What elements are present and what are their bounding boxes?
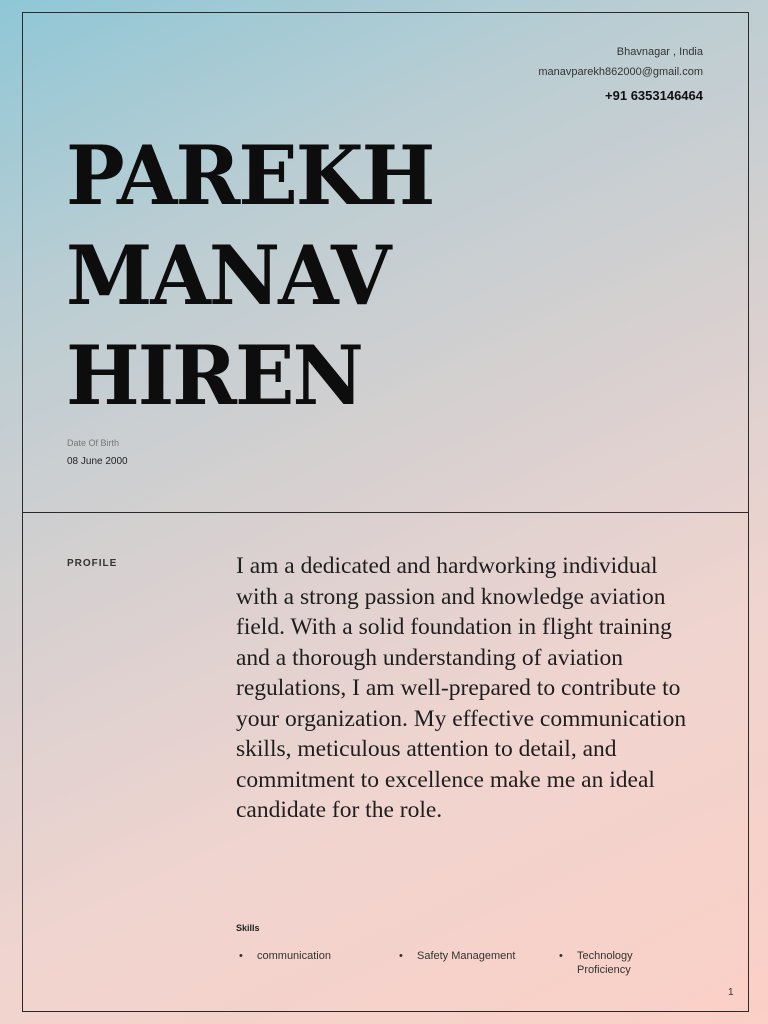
contact-block [538,42,703,106]
date-of-birth-block [67,436,128,470]
skill-label: communication [257,950,331,962]
skill-item [237,949,331,963]
page-number: 1 [728,987,734,998]
full-name [66,124,433,424]
profile-paragraph: I am a dedicated and hardworking individual with a strong passion and knowledge aviation field. With a solid foundation in flight training and a thorough understanding of aviation regulations, I am well-prepared to contribute to your organization. My effective communication skills, meticulous attention to detail, and commitment to excellence make me an ideal candidate for the role. [236,553,687,823]
email-text: manavparekh862000@gmail.com [538,66,703,78]
phone-text: +91 6353146464 [605,88,703,103]
name-line-2: MANAV [66,228,390,324]
skill-label: Safety Management [417,950,516,962]
section-divider [22,512,749,513]
location-text: Bhavnagar , India [616,46,703,58]
bullet-icon: • [399,950,403,962]
bullet-icon: • [559,950,563,962]
dob-label: Date Of Birth [67,438,120,448]
skill-item [557,949,667,977]
skill-item [397,949,515,963]
bullet-icon: • [239,950,243,962]
dob-value: 08 June 2000 [67,456,128,467]
skills-heading: Skills [236,923,260,933]
skill-label: Technology Proficiency [577,950,633,976]
name-line-3: HIREN [66,328,362,424]
name-line-1: PAREKH [66,128,434,224]
profile-heading: PROFILE [67,558,118,569]
